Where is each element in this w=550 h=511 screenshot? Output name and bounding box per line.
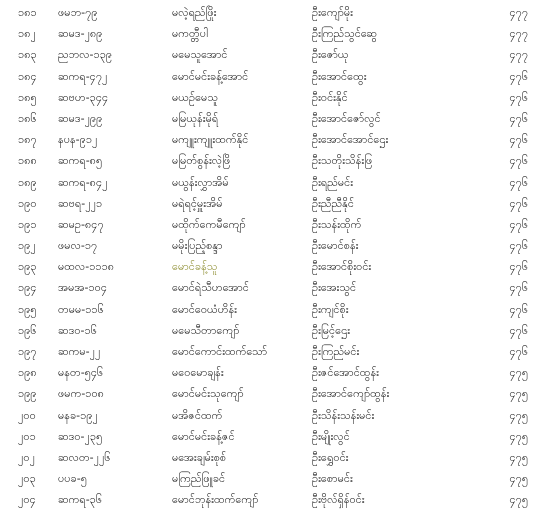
student-name: မဝေမောချန်း <box>172 366 224 380</box>
father-name: ဦးဗိုလ်ရှိန်ဝင်း <box>312 493 365 507</box>
table-row <box>0 468 550 489</box>
candidate-code: ဖမက-၁၀၈ <box>58 387 104 401</box>
candidate-code: ဆကမ-၂၂ <box>58 345 101 358</box>
father-name: ဦးစောမင်း <box>312 472 353 486</box>
total-marks: ၄၇၆ <box>509 323 528 337</box>
total-marks: ၄၇၆ <box>509 239 528 253</box>
student-name: မောင်ဘုန်းထက်ကျော် <box>172 493 259 507</box>
total-marks: ၄၇၅ <box>509 387 528 401</box>
student-name: မောင်ကောင်းထက်သော် <box>172 345 268 358</box>
total-marks: ၄၇၅ <box>509 450 528 464</box>
total-marks: ၄၇၆ <box>509 154 528 168</box>
father-name: ဦးဇင်အောင်ထွန်း <box>312 366 379 380</box>
candidate-code: ဆဗရ-၂၂၁ <box>58 196 103 210</box>
father-name: ဦးမျိုးလွင် <box>312 429 350 443</box>
father-name: ဦးညီညီနိုင် <box>312 196 354 210</box>
student-name: မောင်မင်းခန့်ဇင် <box>172 429 235 443</box>
student-name: မကျူးကျူးထက်နိုင် <box>172 133 249 147</box>
table-row <box>0 129 550 150</box>
table-row <box>0 108 550 129</box>
total-marks: ၄၇၇ <box>509 48 528 62</box>
candidate-code: မနတ-၅၄၆ <box>58 366 104 380</box>
row-number: ၁၈၂ <box>18 27 36 41</box>
father-name: ဦးကျင်စိုး <box>312 302 349 316</box>
father-name: ဦးအောင်ဇော်လွင် <box>312 111 381 125</box>
total-marks: ၄၇၆ <box>509 90 528 104</box>
table-row <box>0 341 550 362</box>
row-number: ၁၉၈ <box>18 366 37 380</box>
total-marks: ၄၇၅ <box>509 408 528 422</box>
total-marks: ၄၇၆ <box>509 217 528 231</box>
candidate-code: ဆကရ-၃၆ <box>58 493 103 507</box>
father-name: ဦးအောင်စိုးဝင်း <box>312 260 372 274</box>
table-row <box>0 235 550 256</box>
student-name: မမြယုန်းမိုရ် <box>172 111 219 125</box>
table-row <box>0 383 550 404</box>
table-row <box>0 23 550 44</box>
table-row <box>0 214 550 235</box>
table-row <box>0 172 550 193</box>
row-number: ၁၈၃ <box>18 48 37 62</box>
row-number: ၁၉၆ <box>18 323 37 337</box>
father-name: ဦးမြင့်ဌေး <box>312 323 350 337</box>
student-name: မရဲရင့်မှူးအိမ် <box>172 196 223 210</box>
row-number: ၁၈၁ <box>18 6 37 19</box>
candidate-code: ဆကရ-၄၇၂ <box>58 69 108 83</box>
student-name: မောင်ဝေယံဟိန်း <box>172 302 237 316</box>
candidate-code: ဆမဥ-၈၄၇ <box>58 217 104 231</box>
table-row <box>0 256 550 277</box>
candidate-code: ဆမဒ-၂၈၉ <box>58 27 103 41</box>
father-name: ဦးအေးသွင် <box>312 281 357 295</box>
student-name: မမေသီတာကျော် <box>172 323 240 337</box>
row-number: ၁၉၁ <box>18 217 37 231</box>
candidate-code: ဖမဘ-၇၉ <box>58 6 98 19</box>
table-row <box>0 150 550 171</box>
table-row <box>0 87 550 108</box>
total-marks: ၄၇၆ <box>509 196 528 210</box>
row-number: ၁၉၃ <box>18 260 37 274</box>
student-name: မောင်ရဲသီဟအောင် <box>172 281 249 295</box>
father-name: ဦးအောင်ကျော်ထွန်း <box>312 387 390 401</box>
candidate-code: အမအ-၁၀၄ <box>58 281 108 295</box>
student-name: မမြတ်စွန်းလဲ့ဖြိ <box>172 154 231 168</box>
row-number: ၁၈၅ <box>18 90 37 104</box>
row-number: ၂၀၄ <box>18 493 36 507</box>
total-marks: ၄၇၅ <box>509 493 528 507</box>
candidate-code: ဖမလ-၁၇ <box>58 239 98 253</box>
total-marks: ၄၇၅ <box>509 366 528 380</box>
total-marks: ၄၇၆ <box>509 69 528 83</box>
table-row <box>0 320 550 341</box>
row-number: ၂၀၂ <box>18 450 35 464</box>
candidate-code: ဆမဒ-၂၉၉ <box>58 111 103 125</box>
student-name: မယွန်းလွှာအိမ် <box>172 175 229 189</box>
father-name: ဦးသတိုးသိန်းဖြ <box>312 154 373 168</box>
row-number: ၁၈၆ <box>18 111 37 125</box>
row-number: ၁၉၄ <box>18 281 37 295</box>
candidate-code: ဆဒဝ-၂၃၅ <box>58 429 103 443</box>
father-name: ဦးဝင်းနိုင် <box>312 90 348 104</box>
row-number: ၁၈၈ <box>18 154 37 168</box>
candidate-code: ဆကရ-၈၅ <box>58 154 103 168</box>
candidate-code: မနခ-၁၉၂ <box>58 408 98 422</box>
candidate-code: မထလ-၁၁၁၈ <box>58 260 115 274</box>
student-name: မလဲ့ရည်ဖြိုး <box>172 6 217 19</box>
total-marks: ၄၇၆ <box>509 133 528 147</box>
total-marks: ၄၇၅ <box>509 472 528 486</box>
student-name: မမေသူအောင် <box>172 48 228 62</box>
row-number: ၁၈၇ <box>18 133 37 147</box>
table-row <box>0 2 550 23</box>
student-name: မအိဇင်ထက် <box>172 408 223 422</box>
father-name: ဦးအောင်ထွေး <box>312 69 367 83</box>
student-name: မယဉ်မေသူ <box>172 90 218 104</box>
father-name: ဦးဇော်ယု <box>312 48 349 62</box>
row-number: ၁၉၀ <box>18 196 37 210</box>
table-row <box>0 277 550 298</box>
total-marks: ၄၇၆ <box>509 260 528 274</box>
total-marks: ၄၇၆ <box>509 345 528 358</box>
student-name: မောင်မင်းခန့်အောင် <box>172 69 249 83</box>
candidate-code: ဆကရ-၈၄၂ <box>58 175 108 189</box>
student-name: မောင်မင်းသုကျော် <box>172 387 244 401</box>
row-number: ၁၉၅ <box>18 302 37 316</box>
row-number: ၂၀၃ <box>18 472 36 486</box>
student-name: မကြည်ဖြူခင် <box>172 472 226 486</box>
father-name: ဦးရွှေဝင်း <box>312 450 349 464</box>
table-row <box>0 405 550 426</box>
father-name: ဦးကြည်မင်း <box>312 345 360 358</box>
student-name: မထိုက်ကေမီကျော် <box>172 217 246 231</box>
row-number: ၁၉၂ <box>18 239 36 253</box>
father-name: ဦးသိန်းသန်းမင်း <box>312 408 375 422</box>
candidate-code: ပပခ-၅ <box>58 472 87 486</box>
total-marks: ၄၇၇ <box>509 6 528 19</box>
total-marks: ၄၇၇ <box>509 27 528 41</box>
father-name: ဦးကျော်မိုး <box>312 6 353 19</box>
table-row <box>0 362 550 383</box>
table-row <box>0 447 550 468</box>
candidate-code: ဆဗဟ-၃၄၄ <box>58 90 109 104</box>
row-number: ၂၀၀ <box>18 408 36 422</box>
row-number: ၁၈၉ <box>18 175 37 189</box>
table-row <box>0 193 550 214</box>
father-name: ဦးအောင်အောင်ဌေး <box>312 133 389 147</box>
row-number: ၁၉၇ <box>18 345 37 358</box>
row-number: ၁၈၄ <box>18 69 37 83</box>
table-row <box>0 66 550 87</box>
total-marks: ၄၇၆ <box>509 111 528 125</box>
student-name: မကတ္တီပါ <box>172 27 208 41</box>
row-number: ၁၉၉ <box>18 387 37 401</box>
candidate-code: ဆဒဝ-၁၆ <box>58 323 97 337</box>
father-name: ဦးရည်မင်း <box>312 175 354 189</box>
student-name: မောင်ခန့်သူ <box>172 260 218 274</box>
candidate-code: နပန-၉၁၂ <box>58 133 98 147</box>
row-number: ၂၀၁ <box>18 429 36 443</box>
table-row <box>0 426 550 447</box>
father-name: ဦးမောင်စန်း <box>312 239 359 253</box>
candidate-code: ဆလတ-၂၂၆ <box>58 450 111 464</box>
student-name: မမိုးပြည့်စန္ဒာ <box>172 239 223 253</box>
result-list <box>0 2 550 511</box>
total-marks: ၄၇၆ <box>509 281 528 295</box>
total-marks: ၄၇၆ <box>509 302 528 316</box>
table-row <box>0 299 550 320</box>
total-marks: ၄၇၆ <box>509 175 528 189</box>
student-name: မအေးချမ်းစုစ် <box>172 450 227 464</box>
total-marks: ၄၇၅ <box>509 429 528 443</box>
father-name: ဦးကြည်သွင်ဆွေ <box>312 27 378 41</box>
father-name: ဦးသန်းထိုက် <box>312 217 362 231</box>
candidate-code: တမမ-၁၁၆ <box>58 302 104 316</box>
candidate-code: ညဘလ-၁၃၉ <box>58 48 113 62</box>
table-row <box>0 44 550 65</box>
